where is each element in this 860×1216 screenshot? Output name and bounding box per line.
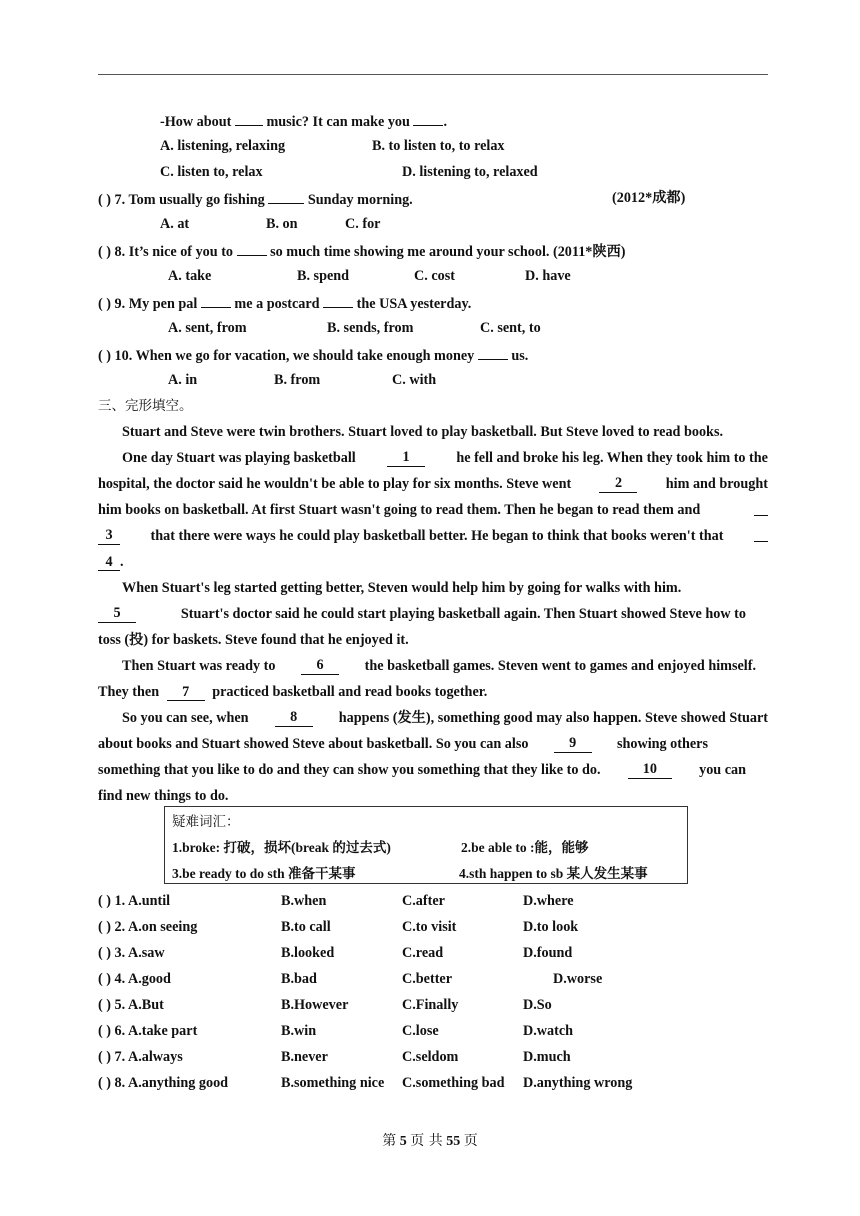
q8-stem: [98, 241, 626, 261]
answer-blank: [268, 189, 304, 204]
q10-number: ( ) 10. When we go for vacation, we should take enough money: [98, 348, 475, 364]
footer-text: 第: [382, 1133, 397, 1149]
section-title: 三、完形填空。: [98, 398, 193, 414]
cloze-option-row-5-b: B.However: [281, 997, 349, 1013]
cloze-option-row-8-b: B.something nice: [281, 1075, 385, 1091]
passage-line: [98, 527, 768, 545]
answer-blank: [201, 293, 231, 308]
cloze-option-row-4-c: C.better: [402, 971, 453, 987]
total-page-number: 55: [446, 1134, 461, 1149]
q6-stem-b: music? It can make you: [266, 114, 410, 130]
cloze-option-row-4-a: ( ) 4. A.good: [98, 971, 171, 987]
blank-number: 3: [98, 527, 120, 545]
q9-option-b: B. sends, from: [327, 320, 414, 336]
q10-option-b: B. from: [274, 372, 321, 388]
q9-option-a: A. sent, from: [168, 320, 247, 336]
vocabulary-box: [164, 806, 688, 884]
passage-line: [122, 449, 768, 467]
cloze-option-row-8-d: D.anything wrong: [523, 1075, 633, 1091]
q8-option-d: D. have: [525, 268, 571, 284]
cloze-option-row-5-d: D.So: [523, 997, 552, 1013]
q9-number: ( ) 9. My pen pal: [98, 296, 198, 312]
blank-number: 5: [98, 605, 136, 623]
blank-number: 2: [599, 475, 637, 493]
q10-option-a: A. in: [168, 372, 198, 388]
q7-text: Sunday morning.: [307, 192, 413, 208]
passage-text: When Stuart's leg started getting better, Steven would help him by going for walks with him.: [122, 580, 682, 596]
passage-text: him and brought: [665, 476, 768, 492]
cloze-option-row-5-c: C.Finally: [402, 997, 459, 1013]
q8-option-c: C. cost: [414, 268, 455, 284]
cloze-option-row-8-c: C.something bad: [402, 1075, 505, 1091]
passage-line: [98, 501, 768, 519]
q8-option-b: B. spend: [297, 268, 350, 284]
cloze-option-row-6-a: ( ) 6. A.take part: [98, 1023, 198, 1039]
passage-text: find new things to do.: [98, 788, 229, 804]
q10-option-c: C. with: [392, 372, 437, 388]
cloze-option-row-4-d: D.worse: [553, 971, 603, 987]
passage-text: Stuart and Steve were twin brothers. Stuart loved to play basketball. But Steve loved to read books.: [122, 424, 724, 440]
passage-line: [122, 579, 681, 597]
passage-text: something that you like to do and they can show you something that they like to do.: [98, 762, 601, 778]
q7-option-a: A. at: [160, 216, 190, 232]
cloze-option-row-3-c: C.read: [402, 945, 444, 961]
passage-text: One day Stuart was playing basketball: [122, 450, 356, 466]
passage-text: hospital, the doctor said he wouldn't be able to play for six months. Steve went: [98, 476, 572, 492]
cloze-option-row-8-a: ( ) 8. A.anything good: [98, 1075, 229, 1091]
passage-line: [98, 683, 487, 701]
passage-text: that there were ways he could play basketball better. He began to think that books weren't that: [150, 528, 724, 544]
cloze-option-row-1-d: D.where: [523, 893, 574, 909]
cloze-option-row-4-b: B.bad: [281, 971, 317, 987]
passage-text: the basketball games. Steven went to games and enjoyed himself.: [364, 658, 756, 674]
passage-line: [98, 787, 228, 805]
q6-stem: [160, 111, 447, 131]
q6-option-d: D. listening to, relaxed: [402, 164, 538, 180]
q7-option-b: B. on: [266, 216, 298, 232]
answer-blank: [237, 241, 267, 256]
q6-stem-a: -How about: [160, 114, 232, 130]
passage-text: toss (投) for baskets. Steve found that he enjoyed it.: [98, 632, 409, 648]
passage-text: Then Stuart was ready to: [122, 658, 276, 674]
passage-text: he fell and broke his leg. When they took him to the: [456, 450, 768, 466]
cloze-option-row-3-a: ( ) 3. A.saw: [98, 945, 165, 961]
q9-text: the USA yesterday.: [356, 296, 472, 312]
passage-line: [122, 709, 768, 727]
q6-option-c: C. listen to, relax: [160, 164, 263, 180]
blank-number: 10: [628, 761, 672, 779]
passage-line: [98, 761, 746, 779]
answer-blank: [323, 293, 353, 308]
cloze-option-row-2-c: C.to visit: [402, 919, 457, 935]
vocabulary-item: 1.broke: 打破，损坏(break 的过去式): [172, 840, 391, 855]
cloze-option-row-1-c: C.after: [402, 893, 445, 909]
q8-option-a: A. take: [168, 268, 212, 284]
cloze-option-row-6-c: C.lose: [402, 1023, 439, 1039]
q6-stem-c: .: [443, 114, 447, 130]
passage-text: him books on basketball. At first Stuart wasn't going to read them. Then he began to read them and: [98, 502, 701, 518]
footer-text: 页: [463, 1133, 478, 1149]
q7-option-c: C. for: [345, 216, 381, 232]
blank-number: 1: [387, 449, 425, 467]
q8-number: ( ) 8. It’s nice of you to: [98, 244, 234, 260]
blank-number: 7: [167, 684, 205, 701]
q10-stem: [98, 345, 528, 365]
cloze-option-row-1-a: ( ) 1. A.until: [98, 893, 171, 909]
cloze-option-row-7-c: C.seldom: [402, 1049, 459, 1065]
cloze-option-row-3-d: D.found: [523, 945, 573, 961]
blank-number: 6: [301, 657, 339, 675]
vocabulary-item: 3.be ready to do sth 准备干某事: [172, 866, 356, 881]
cloze-option-row-6-b: B.win: [281, 1023, 317, 1039]
header-rule: [98, 74, 768, 75]
passage-line: [122, 657, 756, 675]
cloze-option-row-1-b: B.when: [281, 893, 327, 909]
cloze-option-row-6-d: D.watch: [523, 1023, 574, 1039]
q9-text-mid: me a postcard: [234, 296, 320, 312]
q9-option-c: C. sent, to: [480, 320, 541, 336]
q6-option-a: A. listening, relaxing: [160, 138, 286, 154]
passage-line: [98, 475, 768, 493]
cloze-option-row-2-d: D.to look: [523, 919, 579, 935]
passage-line: [98, 553, 124, 571]
cloze-option-row-7-a: ( ) 7. A.always: [98, 1049, 183, 1065]
blank-number: 4: [98, 554, 120, 571]
footer-text: 页 共: [410, 1133, 443, 1149]
passage-line: [98, 605, 746, 623]
passage-line: [98, 735, 708, 753]
passage-text: So you can see, when: [122, 710, 249, 726]
cloze-option-row-3-b: B.looked: [281, 945, 335, 961]
vocabulary-item: 2.be able to :能，能够: [461, 840, 589, 855]
q6-option-b: B. to listen to, to relax: [372, 138, 505, 154]
cloze-option-row-7-d: D.much: [523, 1049, 571, 1065]
cloze-option-row-2-b: B.to call: [281, 919, 331, 935]
q10-text: us.: [511, 348, 529, 364]
blank-number: 8: [275, 709, 313, 727]
q9-stem: [98, 293, 471, 313]
passage-text: showing others: [616, 736, 708, 752]
answer-blank: [478, 345, 508, 360]
passage-text: .: [120, 554, 124, 570]
answer-blank: [235, 111, 263, 126]
passage-text: practiced basketball and read books together.: [212, 684, 488, 700]
passage-line: [98, 423, 724, 441]
passage-text: happens (发生), something good may also happen. Steve showed Stuart: [338, 710, 768, 726]
answer-blank: [754, 501, 768, 516]
passage-line: [98, 631, 409, 649]
passage-text: They then: [98, 684, 160, 700]
vocabulary-item: 4.sth happen to sb 某人发生某事: [459, 866, 648, 881]
q7-number: ( ) 7. Tom usually go fishing: [98, 192, 265, 208]
q7-source: (2012*成都): [612, 190, 686, 206]
answer-blank: [754, 527, 768, 542]
vocabulary-title: 疑难词汇：: [172, 814, 240, 830]
passage-text: about books and Stuart showed Steve about basketball. So you can also: [98, 736, 529, 752]
cloze-option-row-7-b: B.never: [281, 1049, 328, 1065]
page-footer: [0, 1130, 860, 1150]
current-page-number: 5: [399, 1134, 407, 1149]
passage-text: Stuart's doctor said he could start playing basketball again. Then Stuart showed Steve how to: [180, 606, 746, 622]
q7-stem: [98, 189, 413, 209]
cloze-option-row-2-a: ( ) 2. A.on seeing: [98, 919, 198, 935]
passage-text: you can: [699, 762, 746, 778]
q8-text: so much time showing me around your school. (2011*陕西): [270, 244, 626, 260]
answer-blank: [413, 111, 443, 126]
cloze-option-row-5-a: ( ) 5. A.But: [98, 997, 164, 1013]
blank-number: 9: [554, 735, 592, 753]
